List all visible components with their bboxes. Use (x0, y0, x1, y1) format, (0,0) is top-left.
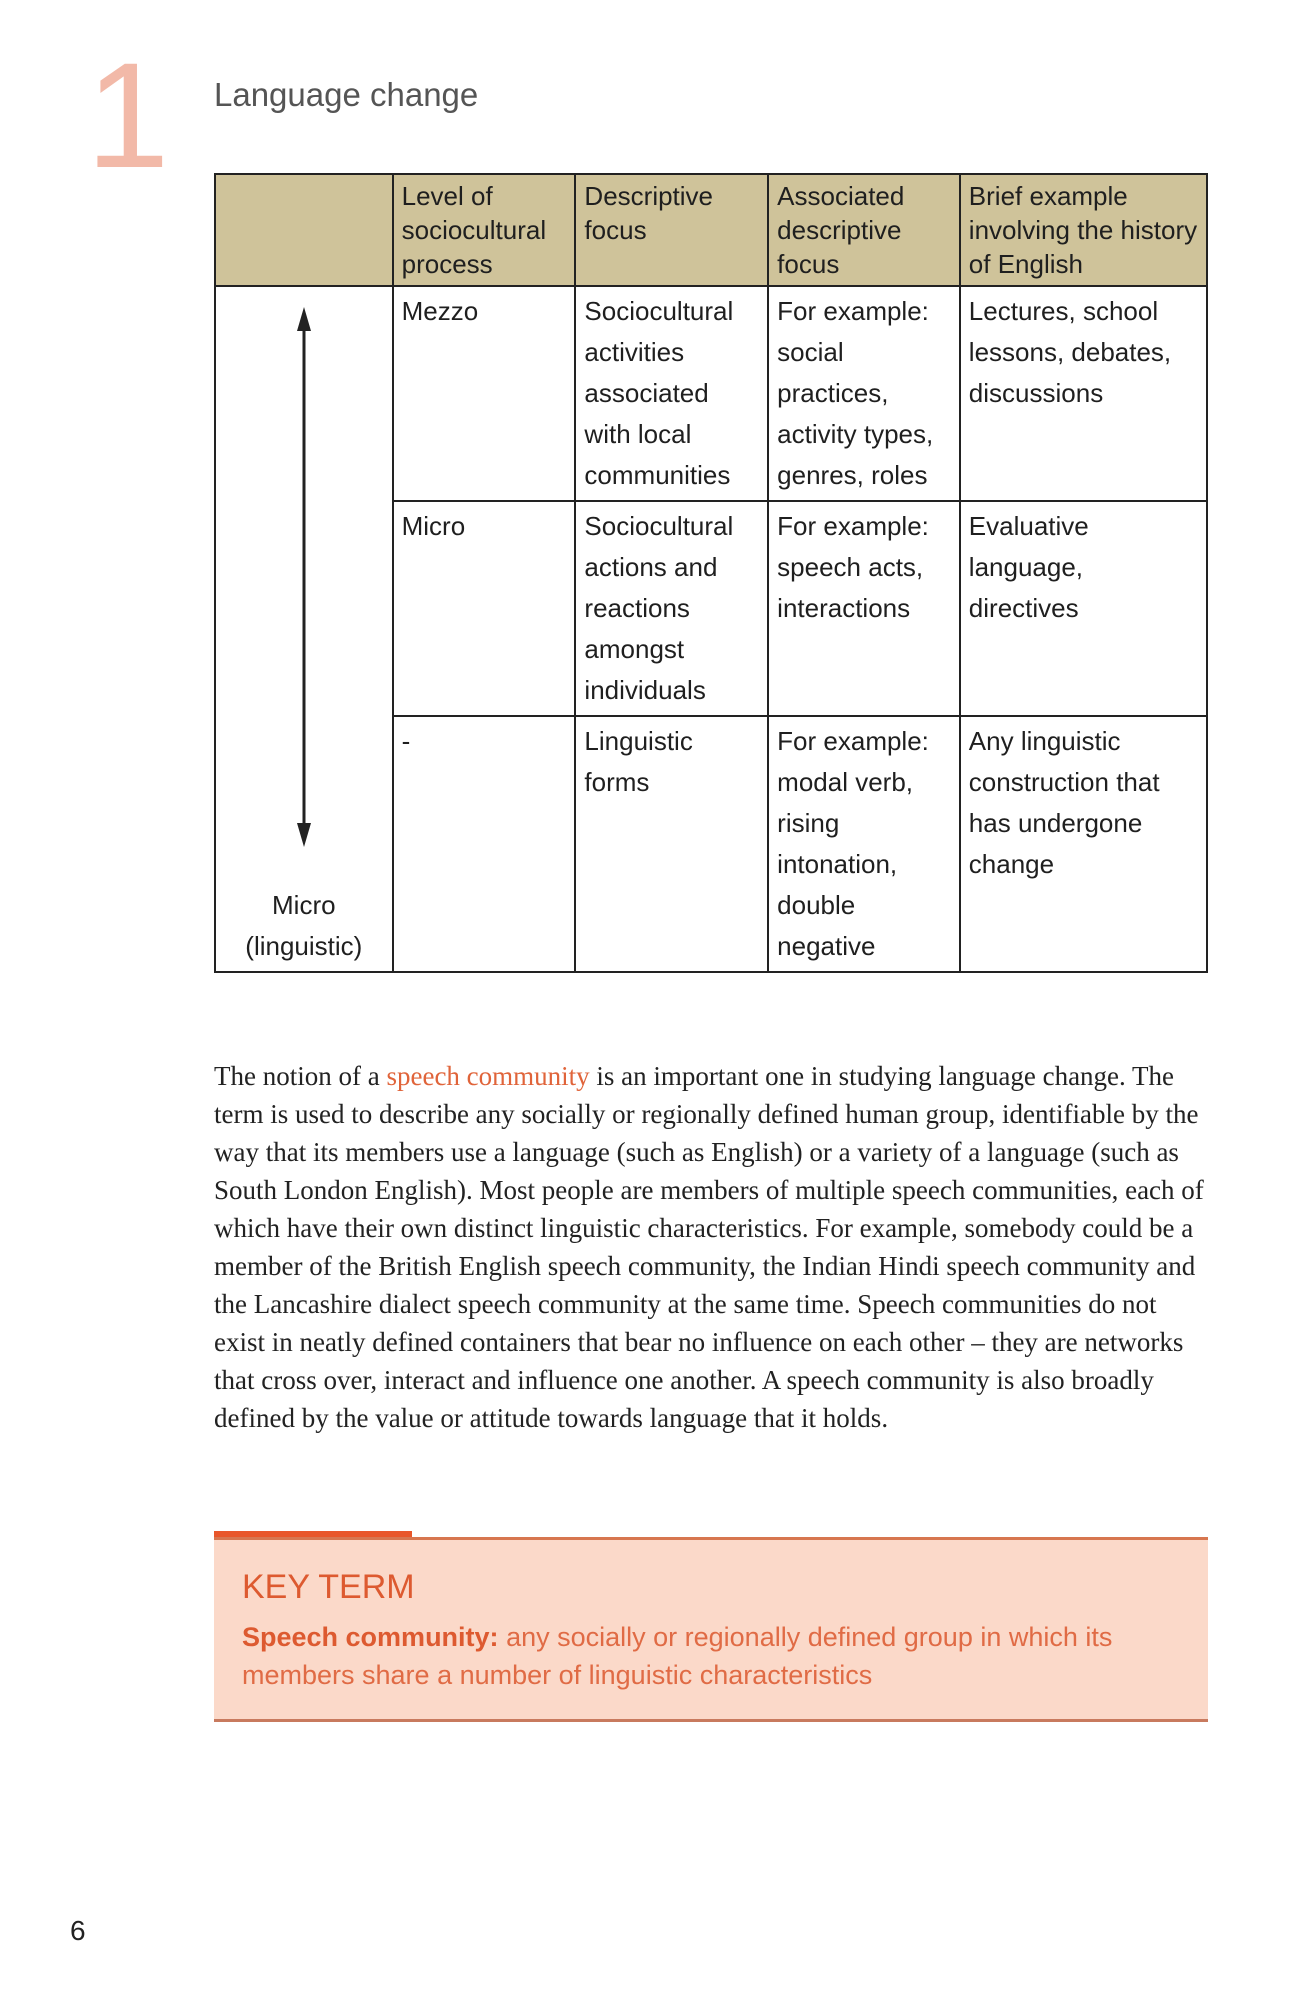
table-cell: Sociocultural actions and reactions amongst individuals (575, 501, 768, 716)
sociocultural-levels-table (214, 173, 1208, 973)
table-cell: For example: modal verb, rising intonation, double negative (768, 716, 960, 972)
highlighted-term: speech community (386, 1061, 590, 1091)
key-term-definition-text: any socially or regionally defined group in which its members share a number of linguistic characteristics (242, 1622, 1113, 1690)
table-header: Level of sociocultural process (393, 174, 576, 286)
table-cell: For example: social practices, activity types, genres, roles (768, 286, 960, 501)
table-cell: Linguistic forms (575, 716, 768, 972)
paragraph-text: is an important one in studying language change. The term is used to describe any socially or regionally defined human group, identifiable by the way that its members use a language (such as English) or a variety of a language (such as South London English). Most people are members of multiple speech communities, each of which have their own distinct linguistic characteristics. For example, somebody could be a member of the British English speech community, the Indian Hindi speech community and the Lancashire dialect speech community at the same time. Speech communities do not exist in neatly defined containers that bear no influence on each other – they are networks that cross over, interact and influence one another. A speech community is also broadly defined by the value or attitude towards language that it holds. (214, 1061, 1204, 1433)
table-cell: Any linguistic construction that has undergone change (960, 716, 1207, 972)
table-row (215, 286, 1207, 501)
double-arrow-icon (294, 307, 314, 847)
chapter-number: 1 (86, 31, 170, 199)
body-paragraph (214, 1057, 1214, 1437)
page-number: 6 (70, 1915, 86, 1946)
table-cell: For example: speech acts, interactions (768, 501, 960, 716)
table-header (215, 174, 393, 286)
table-header: Brief example involving the history of English (960, 174, 1207, 286)
table-cell: Evaluative language, directives (960, 501, 1207, 716)
key-term-heading: KEY TERM (242, 1568, 415, 1606)
table-cell: Micro (393, 501, 576, 716)
table-cell: Sociocultural activities associated with local communities (575, 286, 768, 501)
scale-arrow-cell (215, 286, 393, 972)
arrow-label: Micro (linguistic) (245, 890, 363, 961)
key-term-definition (242, 1618, 1182, 1694)
table-header: Associated descriptive focus (768, 174, 960, 286)
paragraph-text: The notion of a (214, 1061, 387, 1091)
table-cell: Lectures, school lessons, debates, discussions (960, 286, 1207, 501)
table-cell: - (393, 716, 576, 972)
table-cell: Mezzo (393, 286, 576, 501)
key-term-box (214, 1537, 1208, 1722)
chapter-title: Language change (214, 76, 479, 113)
key-term-word: Speech community: (242, 1622, 499, 1652)
table-header-row (215, 174, 1207, 286)
table-header: Descriptive focus (575, 174, 768, 286)
